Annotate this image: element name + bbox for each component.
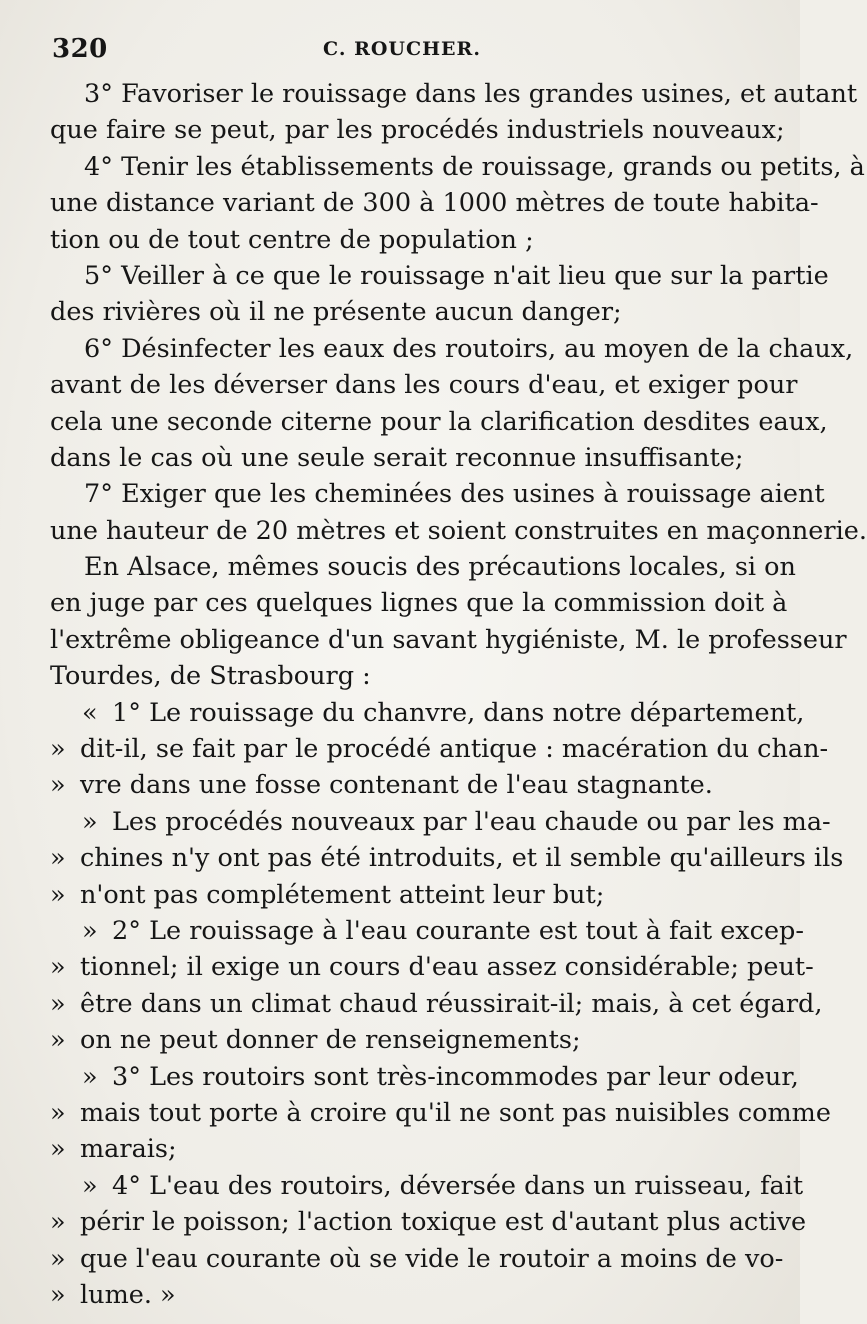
line-text: être dans un climat chaud réussirait-il; mais, à cet égard, (80, 988, 823, 1019)
text-line (50, 1241, 784, 1277)
text-line (50, 731, 829, 767)
text-line (50, 222, 756, 258)
text-line (50, 1095, 831, 1131)
text-line (50, 622, 847, 658)
quote-mark: » (50, 1279, 66, 1310)
text-line (50, 331, 854, 367)
text-line (50, 149, 865, 185)
line-text: que faire se peut, par les procédés industriels nouveaux; (50, 115, 785, 146)
line-text: Tourdes, de Strasbourg : (50, 661, 371, 692)
page-number: 320 (52, 34, 108, 64)
text-line (50, 986, 823, 1022)
quote-mark: » (50, 1025, 66, 1056)
line-text: avant de les déverser dans les cours d'eau, et exiger pour (50, 370, 798, 401)
line-text: 3° Les routoirs sont très-incommodes par leur odeur, (112, 1061, 799, 1092)
quote-mark: « (82, 697, 98, 728)
quote-mark: » (50, 1097, 66, 1128)
quote-mark: » (50, 1243, 66, 1274)
line-text: En Alsace, mêmes soucis des précautions locales, si on (84, 552, 796, 583)
text-line (50, 1277, 756, 1313)
text-line (50, 258, 829, 294)
text-line (50, 404, 828, 440)
line-text: on ne peut donner de renseignements; (80, 1025, 581, 1056)
quote-mark: » (50, 952, 66, 983)
line-text: mais tout porte à croire qu'il ne sont pas nuisibles comme (80, 1097, 831, 1128)
line-text: 6° Désinfecter les eaux des routoirs, au moyen de la chaux, (84, 333, 854, 364)
text-line (50, 658, 756, 694)
text-line (50, 1022, 756, 1058)
line-text: chines n'y ont pas été introduits, et il semble qu'ailleurs ils (80, 843, 844, 874)
line-text: 4° L'eau des routoirs, déversée dans un ruisseau, fait (112, 1170, 804, 1201)
text-line (50, 840, 844, 876)
quote-mark: » (50, 879, 66, 910)
text-line (50, 585, 788, 621)
line-text: Les procédés nouveaux par l'eau chaude ou par les ma- (112, 806, 831, 837)
line-text: périr le poisson; l'action toxique est d'autant plus active (80, 1207, 807, 1238)
line-text: l'extrême obligeance d'un savant hygiéniste, M. le professeur (50, 624, 847, 655)
quote-mark: » (50, 988, 66, 1019)
line-text: 1° Le rouissage du chanvre, dans notre département, (112, 697, 805, 728)
text-line (50, 877, 756, 913)
text-line (50, 294, 756, 330)
text-line (50, 76, 858, 112)
text-line (50, 476, 825, 512)
text-line (50, 1168, 804, 1204)
text-line (50, 1131, 756, 1167)
text-line (50, 767, 756, 803)
line-text: tion ou de tout centre de population ; (50, 224, 534, 255)
line-text: 3° Favoriser le rouissage dans les grandes usines, et autant (84, 79, 858, 109)
line-text: lume. » (80, 1279, 176, 1310)
line-text: 2° Le rouissage à l'eau courante est tout à fait excep- (112, 915, 804, 946)
line-text: 7° Exiger que les cheminées des usines à rouissage aient (84, 479, 825, 510)
page-header (52, 34, 752, 74)
quote-mark: » (50, 843, 66, 874)
line-text: 5° Veiller à ce que le rouissage n'ait lieu que sur la partie (84, 260, 829, 291)
line-text: dit-il, se fait par le procédé antique : macération du chan- (80, 734, 829, 765)
text-line (50, 185, 819, 221)
text-line (50, 804, 831, 840)
line-text: dans le cas où une seule serait reconnue insuffisante; (50, 442, 744, 473)
line-text: une hauteur de 20 mètres et soient construites en maçonnerie. (50, 515, 867, 546)
quote-mark: » (50, 770, 66, 801)
quote-mark: » (50, 1134, 66, 1165)
text-line (50, 440, 756, 476)
text-line (50, 513, 867, 549)
quote-mark: » (50, 1207, 66, 1238)
quote-mark: » (82, 1061, 98, 1092)
text-line (50, 549, 796, 585)
line-text: une distance variant de 300 à 1000 mètres de toute habita- (50, 188, 819, 219)
line-text: 4° Tenir les établissements de rouissage, grands ou petits, à (84, 151, 865, 182)
text-line (50, 112, 785, 148)
line-text: vre dans une fosse contenant de l'eau stagnante. (80, 770, 713, 801)
line-text: marais; (80, 1134, 177, 1165)
quote-mark: » (82, 806, 98, 837)
quote-mark: » (82, 1170, 98, 1201)
text-line (50, 695, 805, 731)
line-text: en juge par ces quelques lignes que la commission doit à (50, 588, 788, 619)
text-line (50, 1204, 807, 1240)
text-line (50, 913, 804, 949)
running-head: C. ROUCHER. (323, 38, 481, 60)
text-line (50, 1059, 799, 1095)
quote-mark: » (82, 915, 98, 946)
line-text: des rivières où il ne présente aucun danger; (50, 297, 622, 328)
text-line (50, 949, 814, 985)
quote-mark: » (50, 734, 66, 765)
line-text: cela une seconde citerne pour la clarification desdites eaux, (50, 406, 828, 437)
line-text: tionnel; il exige un cours d'eau assez considérable; peut- (80, 952, 814, 983)
line-text: que l'eau courante où se vide le routoir a moins de vo- (80, 1243, 784, 1274)
line-text: n'ont pas complétement atteint leur but; (80, 879, 605, 910)
body-text (50, 76, 867, 1313)
text-line (50, 367, 798, 403)
